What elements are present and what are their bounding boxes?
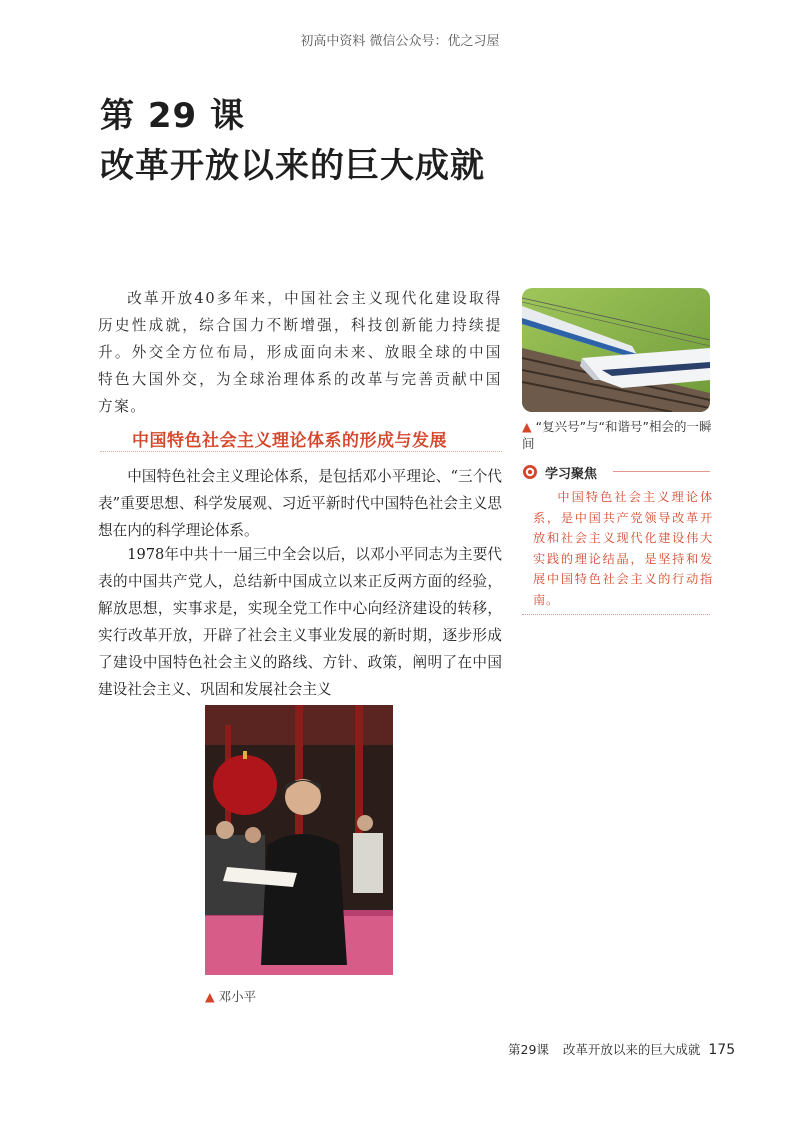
focus-divider xyxy=(613,471,710,472)
focus-target-icon xyxy=(522,464,538,480)
focus-bottom-divider xyxy=(522,614,710,615)
footer-title: 改革开放以来的巨大成就 xyxy=(562,1042,701,1057)
page-footer xyxy=(508,1040,735,1058)
page-header: 初高中资料 微信公众号：优之习屋 xyxy=(300,34,500,49)
caption-text: 邓小平 xyxy=(218,989,257,1004)
page-number: 175 xyxy=(708,1042,736,1058)
section-divider xyxy=(100,451,502,452)
deng-photo-caption xyxy=(205,988,256,1005)
caption-marker-icon: ▲ xyxy=(522,419,532,434)
focus-label: 学习聚焦 xyxy=(545,467,598,482)
train-photo-caption xyxy=(522,418,717,452)
section-heading: 中国特色社会主义理论体系的形成与发展 xyxy=(132,431,447,451)
train-photo xyxy=(522,288,710,412)
caption-text: “复兴号”与“和谐号”相会的一瞬间 xyxy=(522,419,712,451)
footer-lesson: 第29课 xyxy=(508,1042,549,1057)
body-paragraph: 中国特色社会主义理论体系，是包括邓小平理论、“三个代表”重要思想、科学发展观、习近平新时代中国特色社会主义思想在内的科学理论体系。 xyxy=(98,468,502,539)
deng-xiaoping-photo xyxy=(205,705,393,975)
lesson-title: 改革开放以来的巨大成就 xyxy=(100,146,485,186)
focus-text: 中国特色社会主义理论体系，是中国共产党领导改革开放和社会主义现代化建设伟大实践的理论结晶，是坚持和发展中国特色社会主义的行动指南。 xyxy=(533,490,713,607)
lesson-number: 第 29 课 xyxy=(100,96,245,136)
body-paragraph: 1978年中共十一届三中全会以后，以邓小平同志为主要代表的中国共产党人，总结新中国成立以来正反两方面的经验，解放思想，实事求是，实现全党工作中心向经济建设的转移，实行改革开放，开辟了社会主义事业发展的新时期，逐步形成了建设中国特色社会主义的路线、方针、政策，阐明了在中国建设社会主义、巩固和发展社会主义 xyxy=(98,546,502,698)
caption-marker-icon: ▲ xyxy=(205,989,215,1004)
intro-paragraph: 改革开放40多年来，中国社会主义现代化建设取得历史性成就，综合国力不断增强，科技创新能力持续提升。外交全方位布局，形成面向未来、放眼全球的中国特色大国外交，为全球治理体系的改革与完善贡献中国方案。 xyxy=(98,290,502,415)
